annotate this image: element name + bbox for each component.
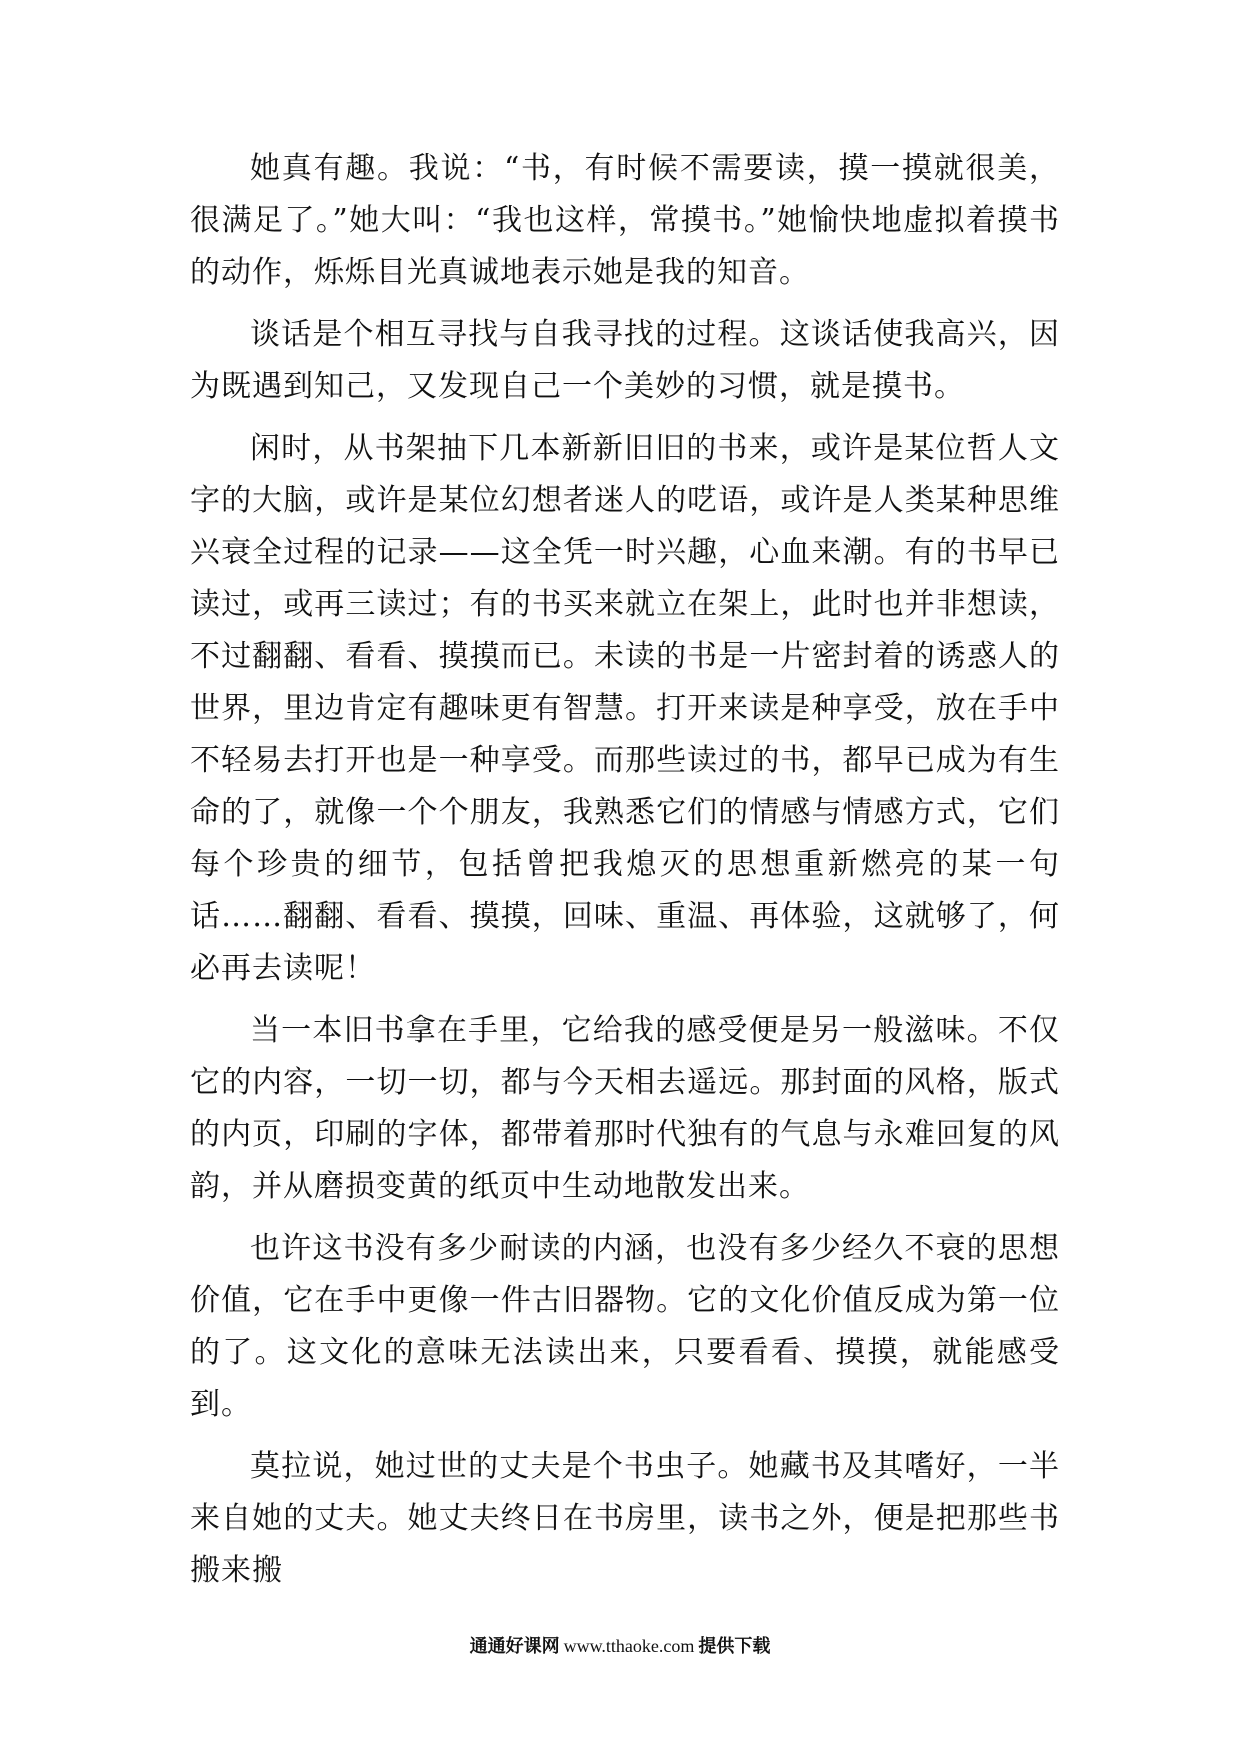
article-body	[190, 143, 1060, 1607]
paragraph-3: 闲时，从书架抽下几本新新旧旧的书来，或许是某位哲人文字的大脑，或许是某位幻想者迷人的呓语，或许是人类某种思维兴衰全过程的记录——这全凭一时兴趣，心血来潮。有的书早已读过，或再三读过；有的书买来就立在架上，此时也并非想读，不过翻翻、看看、摸摸而已。未读的书是一片密封着的诱惑人的世界，里边肯定有趣味更有智慧。打开来读是种享受，放在手中不轻易去打开也是一种享受。而那些读过的书，都早已成为有生命的了，就像一个个朋友，我熟悉它们的情感与情感方式，它们每个珍贵的细节，包括曾把我熄灭的思想重新燃亮的某一句话……翻翻、看看、摸摸，回味、重温、再体验，这就够了，何必再去读呢！	[190, 431, 1060, 986]
footer-site-link[interactable]: www.tthaoke.com	[563, 1636, 695, 1656]
paragraph-2: 谈话是个相互寻找与自我寻找的过程。这谈话使我高兴，因为既遇到知己，又发现自己一个美妙的习惯，就是摸书。	[190, 317, 1060, 404]
paragraph-5: 也许这书没有多少耐读的内涵，也没有多少经久不衰的思想价值，它在手中更像一件古旧器物。它的文化价值反成为第一位的了。这文化的意味无法读出来，只要看看、摸摸，就能感受到。	[190, 1231, 1060, 1422]
page-footer	[0, 1632, 1240, 1658]
paragraph-4: 当一本旧书拿在手里，它给我的感受便是另一般滋味。不仅它的内容，一切一切，都与今天相去遥远。那封面的风格，版式的内页，印刷的字体，都带着那时代独有的气息与永难回复的风韵，并从磨损变黄的纸页中生动地散发出来。	[190, 1013, 1060, 1204]
paragraph-6: 莫拉说，她过世的丈夫是个书虫子。她藏书及其嗜好，一半来自她的丈夫。她丈夫终日在书房里，读书之外，便是把那些书搬来搬	[190, 1449, 1060, 1588]
footer-suffix: 提供下载	[698, 1636, 771, 1657]
paragraph-1: 她真有趣。我说：“书，有时候不需要读，摸一摸就很美，很满足了。”她大叫：“我也这样，常摸书。”她愉快地虚拟着摸书的动作，烁烁目光真诚地表示她是我的知音。	[190, 151, 1060, 290]
footer-brand: 通通好课网	[469, 1636, 560, 1657]
